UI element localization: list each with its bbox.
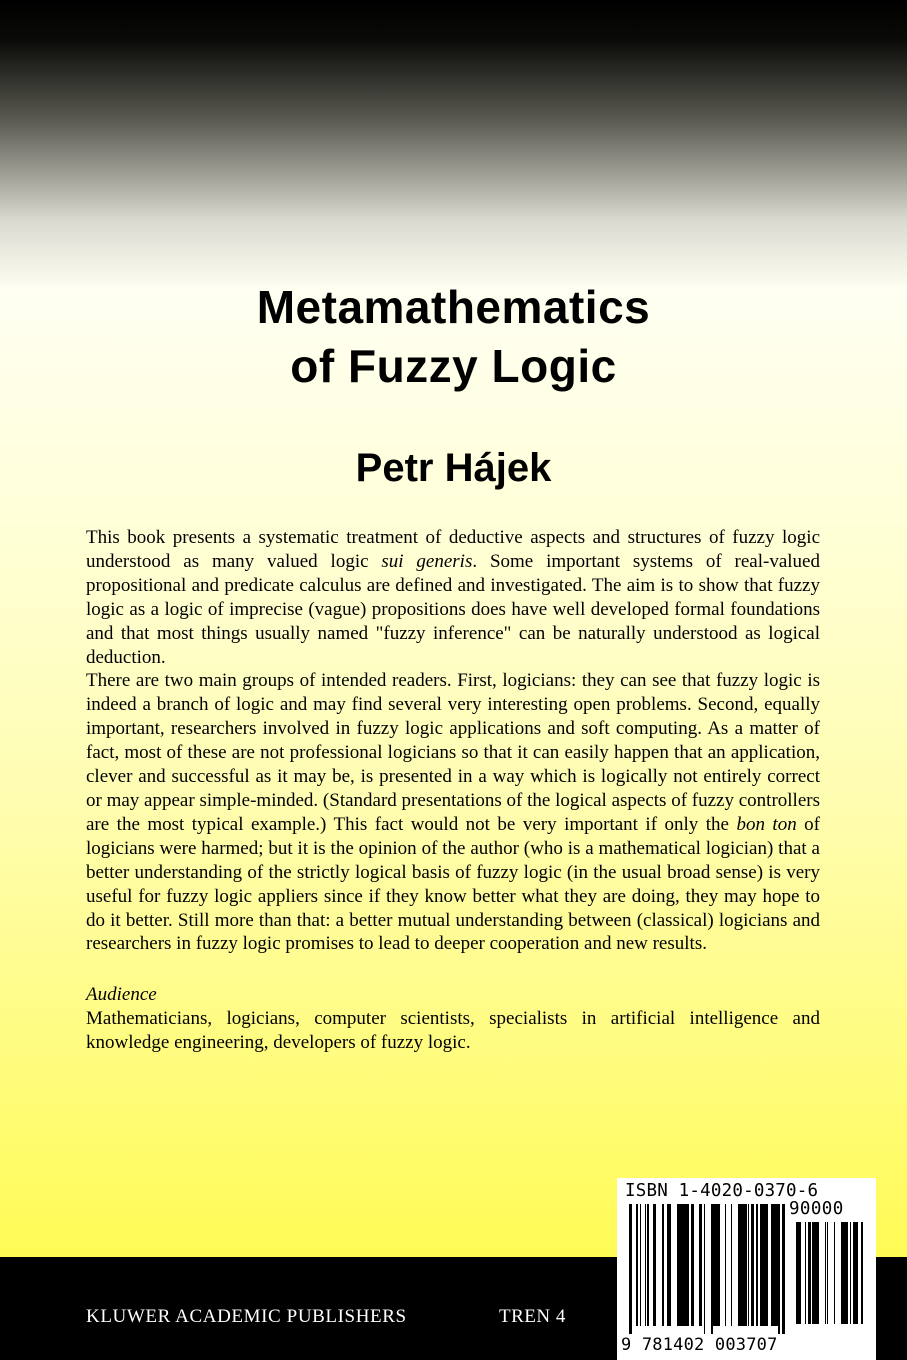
barcode-bar (751, 1204, 754, 1326)
barcode-bar (741, 1204, 743, 1326)
barcode-bar (681, 1204, 684, 1326)
barcode-bar (677, 1204, 678, 1326)
barcode-bar (667, 1204, 669, 1326)
barcode-bar (743, 1204, 744, 1326)
barcode-bar (796, 1222, 798, 1324)
barcode-bar (810, 1222, 811, 1324)
isbn-number: ISBN 1-4020-0370-6 (625, 1181, 819, 1201)
barcode-bar (773, 1204, 776, 1326)
blurb (86, 526, 820, 956)
barcode-bar (717, 1204, 718, 1326)
barcode-bar (841, 1222, 844, 1324)
barcode-bar (760, 1204, 761, 1326)
barcode-bar (640, 1204, 641, 1326)
barcode-bar (861, 1222, 863, 1324)
blurb-p2-text-a: There are two main groups of intended readers. First, logicians: they can see that fuzzy logic is indeed a branch of logic and may find several very interesting open problems. Second, equally important, researchers involved in fuzzy logic applications and soft computing. As a matter of fact, most of these are not professional logicians so that it can easily happen that an application, clever and successful as it may be, is presented in a way which is logically not entirely correct or may appear simple-minded. (Standard presentations of the logical aspects of fuzzy controllers are the most typical example.) This fact would not be very important if only the (86, 670, 820, 835)
blurb-paragraph-1 (86, 526, 820, 669)
blurb-p1-text-b: . Some important systems of real-valued propositional and predicate calculus are defined and investigated. The aim is to show that fuzzy logic as a logic of imprecise (vague) propositions does have well developed formal foundations and that most things usually named "fuzzy inference" can be naturally understood as logical deduction. (86, 550, 820, 668)
barcode-bar (725, 1204, 726, 1326)
barcode-bar (771, 1204, 773, 1326)
barcode-bar (844, 1222, 845, 1324)
barcode-bar (748, 1204, 749, 1326)
barcode-bar (853, 1222, 855, 1324)
barcode-bar (699, 1204, 700, 1326)
barcode-bars (629, 1204, 785, 1334)
title-line-1: Metamathematics (256, 281, 651, 333)
blurb-paragraph-2 (86, 669, 820, 956)
barcode-bar (805, 1222, 806, 1324)
barcode-bar (850, 1222, 851, 1324)
barcode-bar (693, 1204, 694, 1326)
barcode-bar (744, 1204, 747, 1326)
blurb-p2-text-b: of logicians were harmed; but it is the opinion of the author (who is a mathematical logician) that a better understanding of the strictly logical basis of fuzzy logic (in the usual broad sense) is very useful for fuzzy logic appliers since if they know better what they are doing, they may hope to do it better. Still more than that: a better mutual understanding between (classical) logicians and researchers in fuzzy logic promises to lead to deeper cooperation and new results. (86, 813, 821, 955)
barcode-bar (629, 1204, 632, 1334)
blurb-p1-text-a: This book presents a systematic treatment of deductive aspects and structures of fuzzy logic understood as many valued logic (86, 527, 820, 572)
barcode-bar (636, 1204, 638, 1326)
barcode-bar (662, 1204, 664, 1326)
barcode-bar (648, 1204, 649, 1326)
barcode-bar (855, 1222, 858, 1324)
barcode-bar (711, 1204, 713, 1334)
barcode-bar (756, 1204, 758, 1326)
barcode-bar (815, 1222, 817, 1324)
author-name: Petr Hájek (355, 446, 552, 490)
barcode-bar (653, 1204, 656, 1326)
barcode-bar (645, 1204, 646, 1326)
barcode-bar (687, 1204, 689, 1326)
barcode-bar (761, 1204, 763, 1326)
blurb-p2-italic: bon ton (736, 813, 797, 835)
barcode-bar (704, 1204, 705, 1334)
barcode-bar (845, 1222, 848, 1324)
barcode-bar (716, 1204, 717, 1326)
book-title (0, 278, 907, 396)
barcode-bar (776, 1204, 778, 1326)
barcode-bar (713, 1204, 715, 1326)
barcode-bar (812, 1222, 813, 1324)
barcode-bar (766, 1204, 768, 1326)
barcode-bar (813, 1222, 815, 1324)
barcode (617, 1178, 876, 1360)
barcode-bar (731, 1204, 732, 1326)
barcode-bar (827, 1222, 828, 1324)
barcode-bar (808, 1222, 810, 1324)
barcode-bar (763, 1204, 766, 1326)
barcode-bar (825, 1222, 826, 1324)
barcode-bar (834, 1222, 835, 1324)
audience-section (86, 983, 820, 1055)
series-code: TREN 4 (499, 1306, 566, 1327)
barcode-bar (715, 1204, 716, 1326)
barcode-bar (800, 1222, 801, 1324)
title-line-2: of Fuzzy Logic (290, 340, 617, 392)
barcode-bar (738, 1204, 741, 1326)
ean-number: 9 781402 003707 (621, 1335, 778, 1355)
publisher-name: KLUWER ACADEMIC PUBLISHERS (86, 1306, 407, 1327)
barcode-bar (669, 1204, 671, 1326)
barcode-addon-code: 90000 (789, 1199, 844, 1219)
barcode-bar (700, 1204, 702, 1326)
barcode-bar (782, 1204, 785, 1334)
barcode-bar (798, 1222, 800, 1324)
barcode-addon-bars (789, 1222, 867, 1332)
audience-heading: Audience (86, 984, 157, 1005)
blurb-p1-italic: sui generis (381, 550, 473, 572)
barcode-bar (718, 1204, 720, 1326)
barcode-bar (678, 1204, 681, 1326)
barcode-bar (684, 1204, 687, 1326)
barcode-bar (691, 1204, 693, 1326)
barcode-bar (778, 1204, 780, 1334)
barcode-bar (817, 1222, 819, 1324)
audience-text: Mathematicians, logicians, computer scientists, specialists in artificial intelligence and knowledge engineering, developers of fuzzy logic. (86, 1007, 820, 1053)
barcode-bar (647, 1204, 648, 1326)
